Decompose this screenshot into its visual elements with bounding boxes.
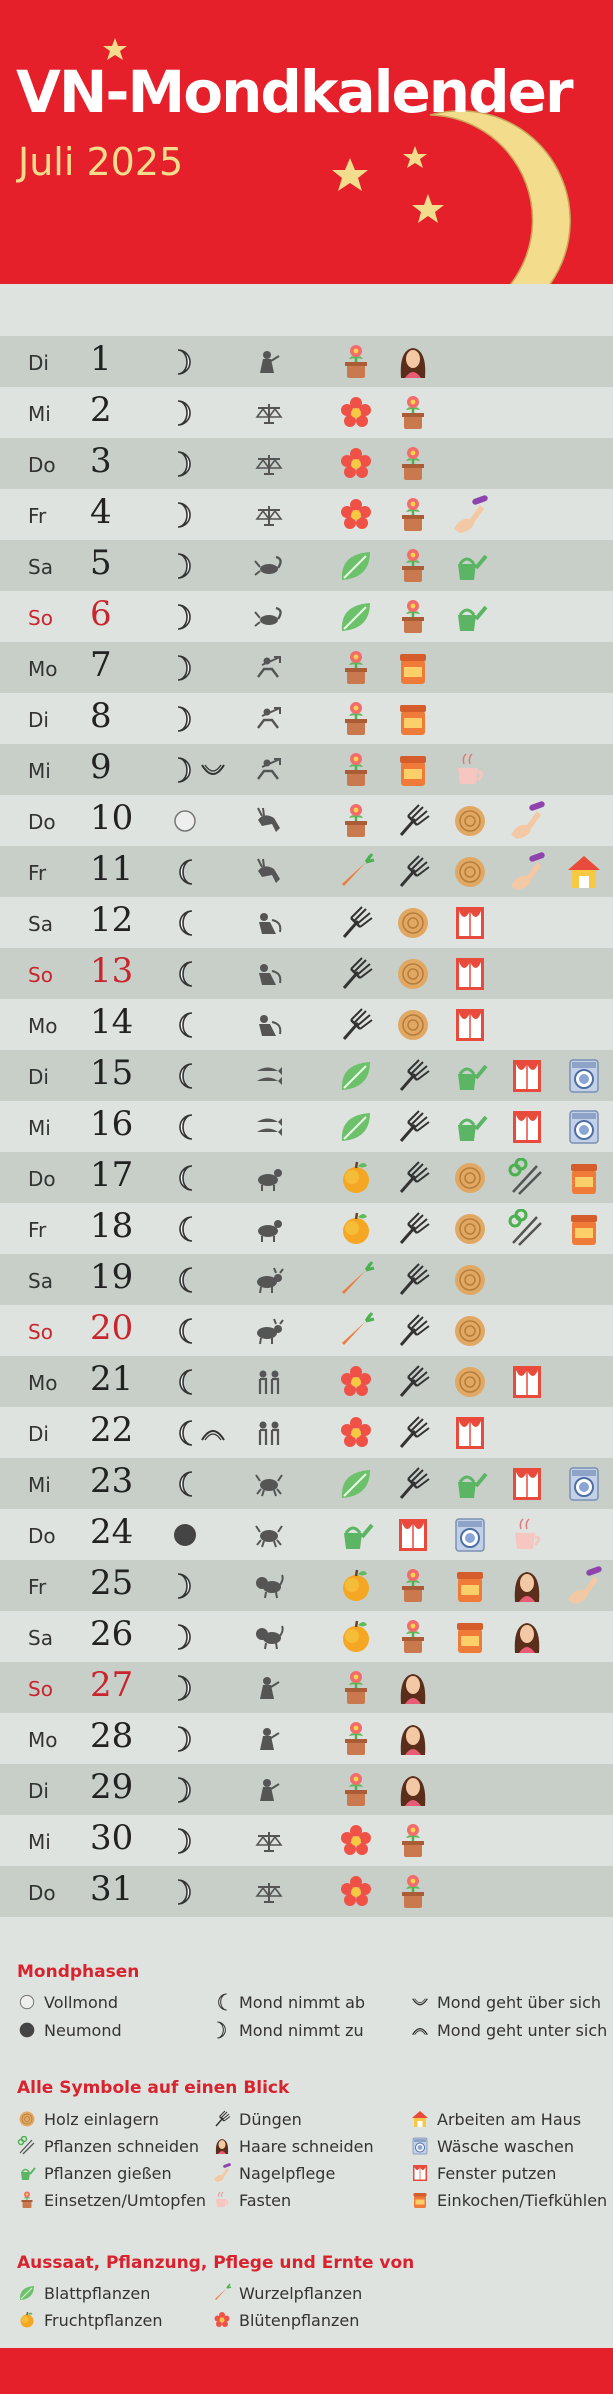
- virgo-zodiac-icon: [254, 1673, 284, 1703]
- day-number: 28: [90, 1716, 134, 1756]
- potted-plant-icon: [393, 1617, 433, 1657]
- day-number: 24: [90, 1512, 134, 1552]
- haircut-icon: [507, 1617, 547, 1657]
- potted-plant-icon: [393, 1821, 433, 1861]
- flower-icon: [336, 1821, 376, 1861]
- weekday-label: Mo: [28, 1371, 58, 1395]
- weekday-label: Mo: [28, 1728, 58, 1752]
- potted-plant-icon: [393, 1566, 433, 1606]
- potted-plant-icon: [336, 1668, 376, 1708]
- day-number: 11: [90, 849, 134, 889]
- washing-machine-icon: [564, 1464, 604, 1504]
- house-icon: [564, 852, 604, 892]
- fertilizer-fork-icon: [393, 1056, 433, 1096]
- preserve-jar-icon: [564, 1209, 604, 1249]
- day-number: 17: [90, 1155, 134, 1195]
- preserve-jar-icon: [450, 1617, 490, 1657]
- legend-label: Mond geht über sich: [437, 1993, 601, 2012]
- potted-plant-icon: [336, 801, 376, 841]
- aries-zodiac-icon: [254, 1214, 284, 1244]
- capricorn-zodiac-icon: [254, 857, 284, 887]
- moon-phases-heading: Mondphasen: [17, 1962, 140, 1982]
- page-title: VN-Mondkalender: [16, 58, 572, 126]
- window-cleaning-icon: [507, 1362, 547, 1402]
- legend-label: Arbeiten am Haus: [437, 2110, 582, 2129]
- calendar-list: [0, 336, 613, 1917]
- window-cleaning-icon: [450, 1005, 490, 1045]
- carrot-icon: [336, 1260, 376, 1300]
- moon-phase-icon: [170, 500, 230, 530]
- moon-phase-icon: [170, 857, 230, 887]
- day-row: [0, 1458, 613, 1509]
- star-icon: [332, 158, 368, 191]
- potted-plant-icon: [336, 648, 376, 688]
- wood-log-icon: [450, 852, 490, 892]
- watering-can-icon: [450, 1464, 490, 1504]
- washing-machine-icon: [450, 1515, 490, 1555]
- day-row: [0, 1101, 613, 1152]
- weekday-label: Di: [28, 1779, 49, 1803]
- potted-plant-icon: [336, 342, 376, 382]
- libra-zodiac-icon: [254, 500, 284, 530]
- window-cleaning-icon: [393, 1515, 433, 1555]
- wood-log-icon: [450, 1260, 490, 1300]
- wood-log-icon: [393, 903, 433, 943]
- day-number: 21: [90, 1359, 134, 1399]
- moon-phase-icon: [170, 755, 230, 785]
- legend-label: Mond nimmt ab: [239, 1993, 366, 2012]
- weekday-label: Di: [28, 708, 49, 732]
- preserve-jar-icon: [393, 750, 433, 790]
- libra-zodiac-icon: [254, 398, 284, 428]
- day-row: [0, 438, 613, 489]
- fertilizer-fork-icon: [393, 1362, 433, 1402]
- day-number: 14: [90, 1002, 134, 1042]
- day-row: [0, 846, 613, 897]
- day-row: [0, 1662, 613, 1713]
- weekday-label: Di: [28, 1422, 49, 1446]
- fertilizer-fork-icon: [393, 801, 433, 841]
- legend-label: Pflanzen schneiden: [44, 2137, 199, 2156]
- haircut-icon: [393, 342, 433, 382]
- window-cleaning-icon: [507, 1464, 547, 1504]
- taurus-zodiac-icon: [254, 1265, 284, 1295]
- moon-phase-icon: [170, 398, 230, 428]
- weekday-label: Mi: [28, 759, 51, 783]
- leaf-icon: [336, 1056, 376, 1096]
- wood-log-icon: [450, 1158, 490, 1198]
- scorpio-zodiac-icon: [254, 551, 284, 581]
- potted-plant-icon: [393, 1872, 433, 1912]
- day-row: [0, 948, 613, 999]
- gemini-zodiac-icon: [254, 1367, 284, 1397]
- weekday-label: So: [28, 1677, 53, 1701]
- day-row: [0, 1152, 613, 1203]
- day-row: [0, 336, 613, 387]
- leo-zodiac-icon: [254, 1622, 284, 1652]
- haircut-icon: [393, 1719, 433, 1759]
- nail-care-icon: [450, 495, 490, 535]
- leaf-icon: [336, 597, 376, 637]
- weekday-label: Mo: [28, 657, 58, 681]
- moon-phase-icon: [170, 1367, 230, 1397]
- moon-phase-icon: [170, 1061, 230, 1091]
- watering-can-icon: [450, 546, 490, 586]
- moon-phase-icon: [170, 908, 230, 938]
- day-row: [0, 1815, 613, 1866]
- flower-icon: [336, 1362, 376, 1402]
- day-row: [0, 1050, 613, 1101]
- moon-phase-icon: [170, 704, 230, 734]
- cancer-zodiac-icon: [254, 1520, 284, 1550]
- potted-plant-icon: [336, 699, 376, 739]
- fasting-cup-icon: [507, 1515, 547, 1555]
- flower-icon: [336, 1872, 376, 1912]
- watering-can-icon: [336, 1515, 376, 1555]
- weekday-label: Do: [28, 1881, 56, 1905]
- apple-icon: [336, 1566, 376, 1606]
- legend-label: Mond geht unter sich: [437, 2021, 608, 2040]
- weekday-label: Sa: [28, 1626, 53, 1650]
- legend-label: Blattpflanzen: [44, 2284, 151, 2303]
- footer-bar: [0, 2348, 613, 2394]
- day-row: [0, 642, 613, 693]
- apple-icon: [336, 1209, 376, 1249]
- fertilizer-fork-icon: [393, 852, 433, 892]
- moon-phase-icon: [170, 1520, 230, 1550]
- pisces-zodiac-icon: [254, 1061, 284, 1091]
- flower-icon: [336, 495, 376, 535]
- day-row: [0, 1407, 613, 1458]
- day-row: [0, 1713, 613, 1764]
- libra-zodiac-icon: [254, 1877, 284, 1907]
- weekday-label: Fr: [28, 1575, 47, 1599]
- header: [0, 0, 613, 284]
- day-row: [0, 489, 613, 540]
- day-number: 4: [90, 492, 112, 532]
- day-number: 10: [90, 798, 134, 838]
- moon-phase-icon: [170, 1010, 230, 1040]
- legend-label: Fasten: [239, 2191, 292, 2210]
- legend-label: Blütenpflanzen: [239, 2311, 360, 2330]
- scorpio-zodiac-icon: [254, 602, 284, 632]
- moon-phase-icon: [170, 602, 230, 632]
- star-icon: [103, 38, 127, 60]
- day-row: [0, 999, 613, 1050]
- weekday-label: Mi: [28, 1473, 51, 1497]
- preserve-jar-icon: [393, 699, 433, 739]
- watering-can-icon: [450, 597, 490, 637]
- legend-label: Vollmond: [44, 1993, 119, 2012]
- legend-label: Wurzelpflanzen: [239, 2284, 363, 2303]
- day-number: 15: [90, 1053, 134, 1093]
- legend-label: Neumond: [44, 2021, 122, 2040]
- weekday-label: Sa: [28, 555, 53, 579]
- moon-phase-icon: [170, 1724, 230, 1754]
- day-number: 19: [90, 1257, 134, 1297]
- legend-label: Haare schneiden: [239, 2137, 374, 2156]
- weekday-label: So: [28, 606, 53, 630]
- nail-care-icon: [507, 801, 547, 841]
- libra-zodiac-icon: [254, 449, 284, 479]
- day-number: 22: [90, 1410, 134, 1450]
- cancer-zodiac-icon: [254, 1469, 284, 1499]
- legend-label: Wäsche waschen: [437, 2137, 574, 2156]
- weekday-label: Di: [28, 1065, 49, 1089]
- day-row: [0, 1611, 613, 1662]
- wood-log-icon: [450, 1311, 490, 1351]
- window-cleaning-icon: [450, 954, 490, 994]
- wood-log-icon: [393, 954, 433, 994]
- moon-phase-icon: [170, 551, 230, 581]
- moon-phase-icon: [170, 1163, 230, 1193]
- day-row: [0, 1203, 613, 1254]
- wood-log-icon: [450, 1362, 490, 1402]
- weekday-label: Fr: [28, 1218, 47, 1242]
- day-row: [0, 1305, 613, 1356]
- day-number: 25: [90, 1563, 134, 1603]
- aquarius-zodiac-icon: [254, 1010, 284, 1040]
- day-row: [0, 1866, 613, 1917]
- moon-phase-icon: [170, 449, 230, 479]
- day-row: [0, 1764, 613, 1815]
- weekday-label: Mi: [28, 402, 51, 426]
- weekday-label: Fr: [28, 861, 47, 885]
- virgo-zodiac-icon: [254, 347, 284, 377]
- moon-phase-icon: [170, 959, 230, 989]
- day-number: 30: [90, 1818, 134, 1858]
- fertilizer-fork-icon: [393, 1311, 433, 1351]
- day-number: 31: [90, 1869, 134, 1909]
- legend-label: Fruchtpflanzen: [44, 2311, 163, 2330]
- moon-phase-icon: [170, 653, 230, 683]
- gemini-zodiac-icon: [254, 1418, 284, 1448]
- aquarius-zodiac-icon: [254, 908, 284, 938]
- day-number: 16: [90, 1104, 134, 1144]
- moon-phase-icon: [170, 1418, 230, 1448]
- weekday-label: So: [28, 1320, 53, 1344]
- capricorn-zodiac-icon: [254, 806, 284, 836]
- nail-care-icon: [564, 1566, 604, 1606]
- day-number: 8: [90, 696, 112, 736]
- fertilizer-fork-icon: [393, 1158, 433, 1198]
- leaf-icon: [336, 1464, 376, 1504]
- day-row: [0, 540, 613, 591]
- wood-log-icon: [450, 801, 490, 841]
- leo-zodiac-icon: [254, 1571, 284, 1601]
- weekday-label: Di: [28, 351, 49, 375]
- moon-phase-icon: [170, 1622, 230, 1652]
- carrot-icon: [336, 1311, 376, 1351]
- fertilizer-fork-icon: [336, 903, 376, 943]
- weekday-label: Do: [28, 1167, 56, 1191]
- month-subtitle: Juli 2025: [18, 140, 184, 184]
- flower-icon: [336, 393, 376, 433]
- crescent-moon-icon: [425, 111, 570, 284]
- aries-zodiac-icon: [254, 1163, 284, 1193]
- fertilizer-fork-icon: [393, 1413, 433, 1453]
- weekday-label: Mi: [28, 1830, 51, 1854]
- weekday-label: Mo: [28, 1014, 58, 1038]
- window-cleaning-icon: [450, 903, 490, 943]
- pruning-shears-icon: [507, 1209, 547, 1249]
- symbols-heading: Alle Symbole auf einen Blick: [17, 2078, 290, 2098]
- fertilizer-fork-icon: [336, 954, 376, 994]
- day-row: [0, 1254, 613, 1305]
- legend-label: Einkochen/Tiefkühlen: [437, 2191, 608, 2210]
- watering-can-icon: [450, 1056, 490, 1096]
- sagittarius-zodiac-icon: [254, 653, 284, 683]
- weekday-label: Do: [28, 1524, 56, 1548]
- day-row: [0, 387, 613, 438]
- taurus-zodiac-icon: [254, 1316, 284, 1346]
- moon-phase-icon: [170, 1571, 230, 1601]
- moon-phase-icon: [170, 1469, 230, 1499]
- haircut-icon: [507, 1566, 547, 1606]
- fertilizer-fork-icon: [393, 1209, 433, 1249]
- day-number: 27: [90, 1665, 134, 1705]
- weekday-label: Fr: [28, 504, 47, 528]
- legend-label: Einsetzen/Umtopfen: [44, 2191, 207, 2210]
- potted-plant-icon: [393, 495, 433, 535]
- weekday-label: Sa: [28, 1269, 53, 1293]
- virgo-zodiac-icon: [254, 1724, 284, 1754]
- day-number: 1: [90, 339, 112, 379]
- moon-phase-icon: [170, 1775, 230, 1805]
- window-cleaning-icon: [507, 1107, 547, 1147]
- day-number: 7: [90, 645, 112, 685]
- weekday-label: So: [28, 963, 53, 987]
- sowing-heading: Aussaat, Pflanzung, Pflege und Ernte von: [17, 2253, 415, 2273]
- moon-phase-icon: [170, 1673, 230, 1703]
- legend-label: Mond nimmt zu: [239, 2021, 364, 2040]
- day-number: 18: [90, 1206, 134, 1246]
- apple-icon: [336, 1617, 376, 1657]
- fertilizer-fork-icon: [336, 1005, 376, 1045]
- moon-phase-icon: [170, 1877, 230, 1907]
- potted-plant-icon: [336, 750, 376, 790]
- leaf-icon: [336, 1107, 376, 1147]
- moon-phase-icon: [170, 1826, 230, 1856]
- star-icon: [412, 194, 444, 223]
- day-row: [0, 795, 613, 846]
- washing-machine-icon: [564, 1056, 604, 1096]
- fertilizer-fork-icon: [393, 1464, 433, 1504]
- potted-plant-icon: [336, 1770, 376, 1810]
- day-number: 6: [90, 594, 112, 634]
- window-cleaning-icon: [507, 1056, 547, 1096]
- washing-machine-icon: [564, 1107, 604, 1147]
- weekday-label: Do: [28, 453, 56, 477]
- day-number: 2: [90, 390, 112, 430]
- libra-zodiac-icon: [254, 1826, 284, 1856]
- legend-label: Holz einlagern: [44, 2110, 159, 2129]
- nail-care-icon: [507, 852, 547, 892]
- preserve-jar-icon: [393, 648, 433, 688]
- legend-label: Pflanzen gießen: [44, 2164, 172, 2183]
- pisces-zodiac-icon: [254, 1112, 284, 1142]
- haircut-icon: [393, 1668, 433, 1708]
- legend-label: Nagelpflege: [239, 2164, 336, 2183]
- star-icon: [403, 146, 427, 168]
- watering-can-icon: [450, 1107, 490, 1147]
- day-row: [0, 591, 613, 642]
- fertilizer-fork-icon: [393, 1260, 433, 1300]
- day-number: 9: [90, 747, 112, 787]
- moon-phase-icon: [170, 1265, 230, 1295]
- fasting-cup-icon: [450, 750, 490, 790]
- day-number: 3: [90, 441, 112, 481]
- potted-plant-icon: [393, 393, 433, 433]
- weekday-label: Do: [28, 810, 56, 834]
- day-number: 26: [90, 1614, 134, 1654]
- flower-icon: [336, 444, 376, 484]
- fertilizer-fork-icon: [393, 1107, 433, 1147]
- day-number: 29: [90, 1767, 134, 1807]
- moon-phase-icon: [170, 806, 230, 836]
- sagittarius-zodiac-icon: [254, 755, 284, 785]
- preserve-jar-icon: [564, 1158, 604, 1198]
- potted-plant-icon: [393, 597, 433, 637]
- wood-log-icon: [393, 1005, 433, 1045]
- carrot-icon: [336, 852, 376, 892]
- day-number: 23: [90, 1461, 134, 1501]
- legend-label: Fenster putzen: [437, 2164, 557, 2183]
- weekday-label: Mi: [28, 1116, 51, 1140]
- wood-log-icon: [450, 1209, 490, 1249]
- weekday-label: Sa: [28, 912, 53, 936]
- moon-phase-icon: [170, 1316, 230, 1346]
- aquarius-zodiac-icon: [254, 959, 284, 989]
- virgo-zodiac-icon: [254, 1775, 284, 1805]
- day-number: 13: [90, 951, 134, 991]
- day-row: [0, 693, 613, 744]
- legend-label: Düngen: [239, 2110, 302, 2129]
- day-row: [0, 1560, 613, 1611]
- preserve-jar-icon: [450, 1566, 490, 1606]
- potted-plant-icon: [393, 444, 433, 484]
- potted-plant-icon: [336, 1719, 376, 1759]
- day-row: [0, 1356, 613, 1407]
- moon-phase-icon: [170, 1112, 230, 1142]
- day-number: 20: [90, 1308, 134, 1348]
- moon-phase-icon: [170, 347, 230, 377]
- pruning-shears-icon: [507, 1158, 547, 1198]
- day-row: [0, 897, 613, 948]
- leaf-icon: [336, 546, 376, 586]
- sagittarius-zodiac-icon: [254, 704, 284, 734]
- day-number: 5: [90, 543, 112, 583]
- moon-phase-icon: [170, 1214, 230, 1244]
- apple-icon: [336, 1158, 376, 1198]
- day-row: [0, 1509, 613, 1560]
- day-number: 12: [90, 900, 134, 940]
- window-cleaning-icon: [450, 1413, 490, 1453]
- flower-icon: [336, 1413, 376, 1453]
- haircut-icon: [393, 1770, 433, 1810]
- day-row: [0, 744, 613, 795]
- potted-plant-icon: [393, 546, 433, 586]
